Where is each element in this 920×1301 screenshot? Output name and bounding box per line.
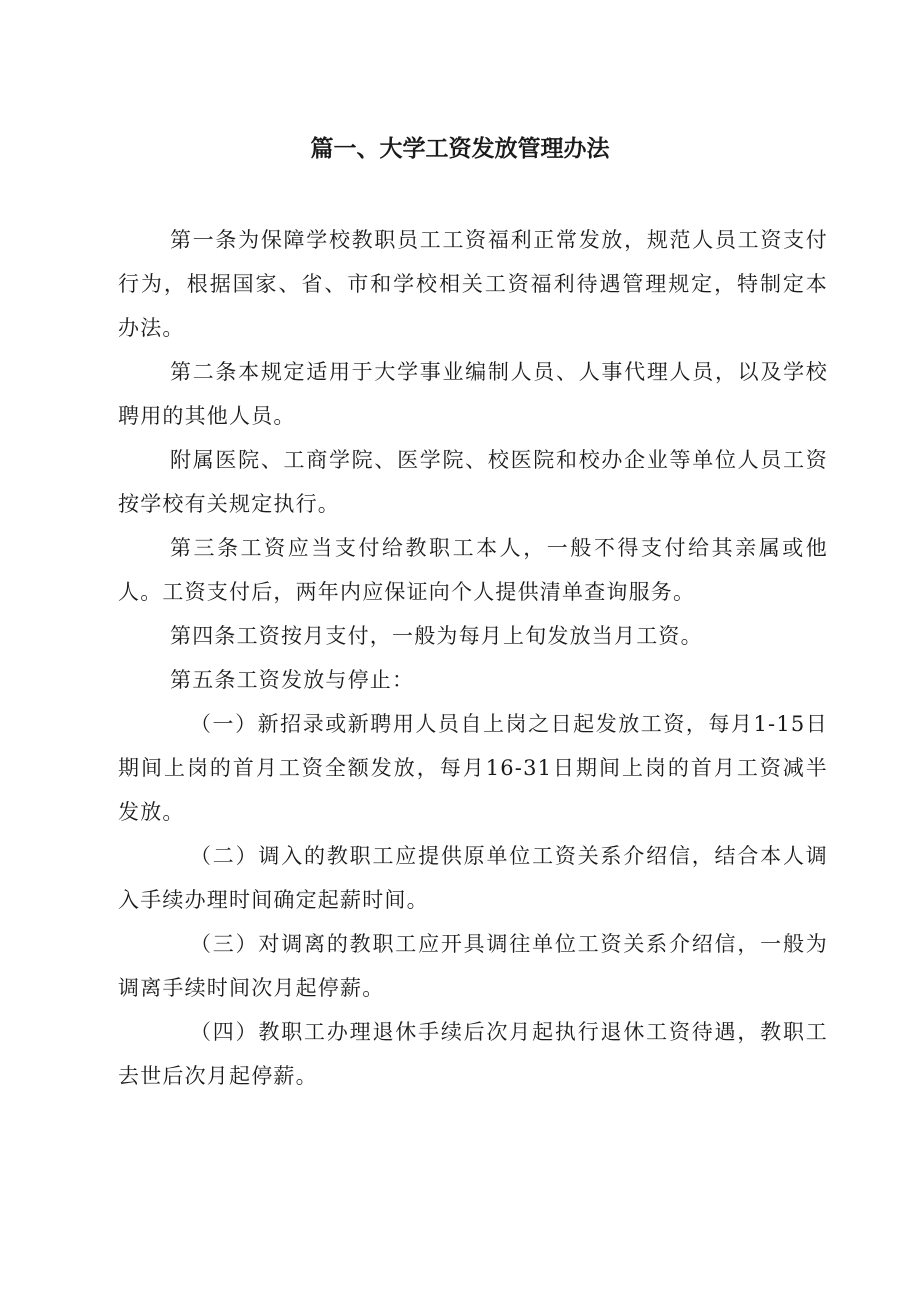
article-5-heading: 第五条工资发放与停止： [170, 668, 415, 692]
article-1-paragraph: 第一条为保障学校教职员工工资福利正常发放，规范人员工资支付行为，根据国家、省、市和学校相关工资福利待遇管理规定，特制定本办法。 [118, 228, 828, 340]
clause-1-paragraph: （一）新招录或新聘用人员自上岗之日起发放工资，每月1-15日期间上岗的首月工资全额发放，每月16-31日期间上岗的首月工资减半发放。 [118, 712, 828, 824]
affiliated-units-paragraph: 附属医院、工商学院、医学院、校医院和校办企业等单位人员工资按学校有关规定执行。 [118, 448, 828, 516]
article-4-paragraph: 第四条工资按月支付，一般为每月上旬发放当月工资。 [170, 624, 703, 648]
clause-3-paragraph: （三）对调离的教职工应开具调往单位工资关系介绍信，一般为调离手续时间次月起停薪。 [118, 932, 828, 1000]
document-body [118, 218, 828, 1098]
article-3-paragraph: 第三条工资应当支付给教职工本人，一般不得支付给其亲属或他人。工资支付后，两年内应保证向个人提供清单查询服务。 [118, 536, 828, 604]
clause-2-paragraph: （二）调入的教职工应提供原单位工资关系介绍信，结合本人调入手续办理时间确定起薪时间。 [118, 844, 828, 912]
clause-4-paragraph: （四）教职工办理退休手续后次月起执行退休工资待遇，教职工去世后次月起停薪。 [118, 1020, 828, 1088]
article-2-paragraph: 第二条本规定适用于大学事业编制人员、人事代理人员，以及学校聘用的其他人员。 [118, 360, 828, 428]
document-title: 篇一、大学工资发放管理办法 [310, 136, 610, 162]
